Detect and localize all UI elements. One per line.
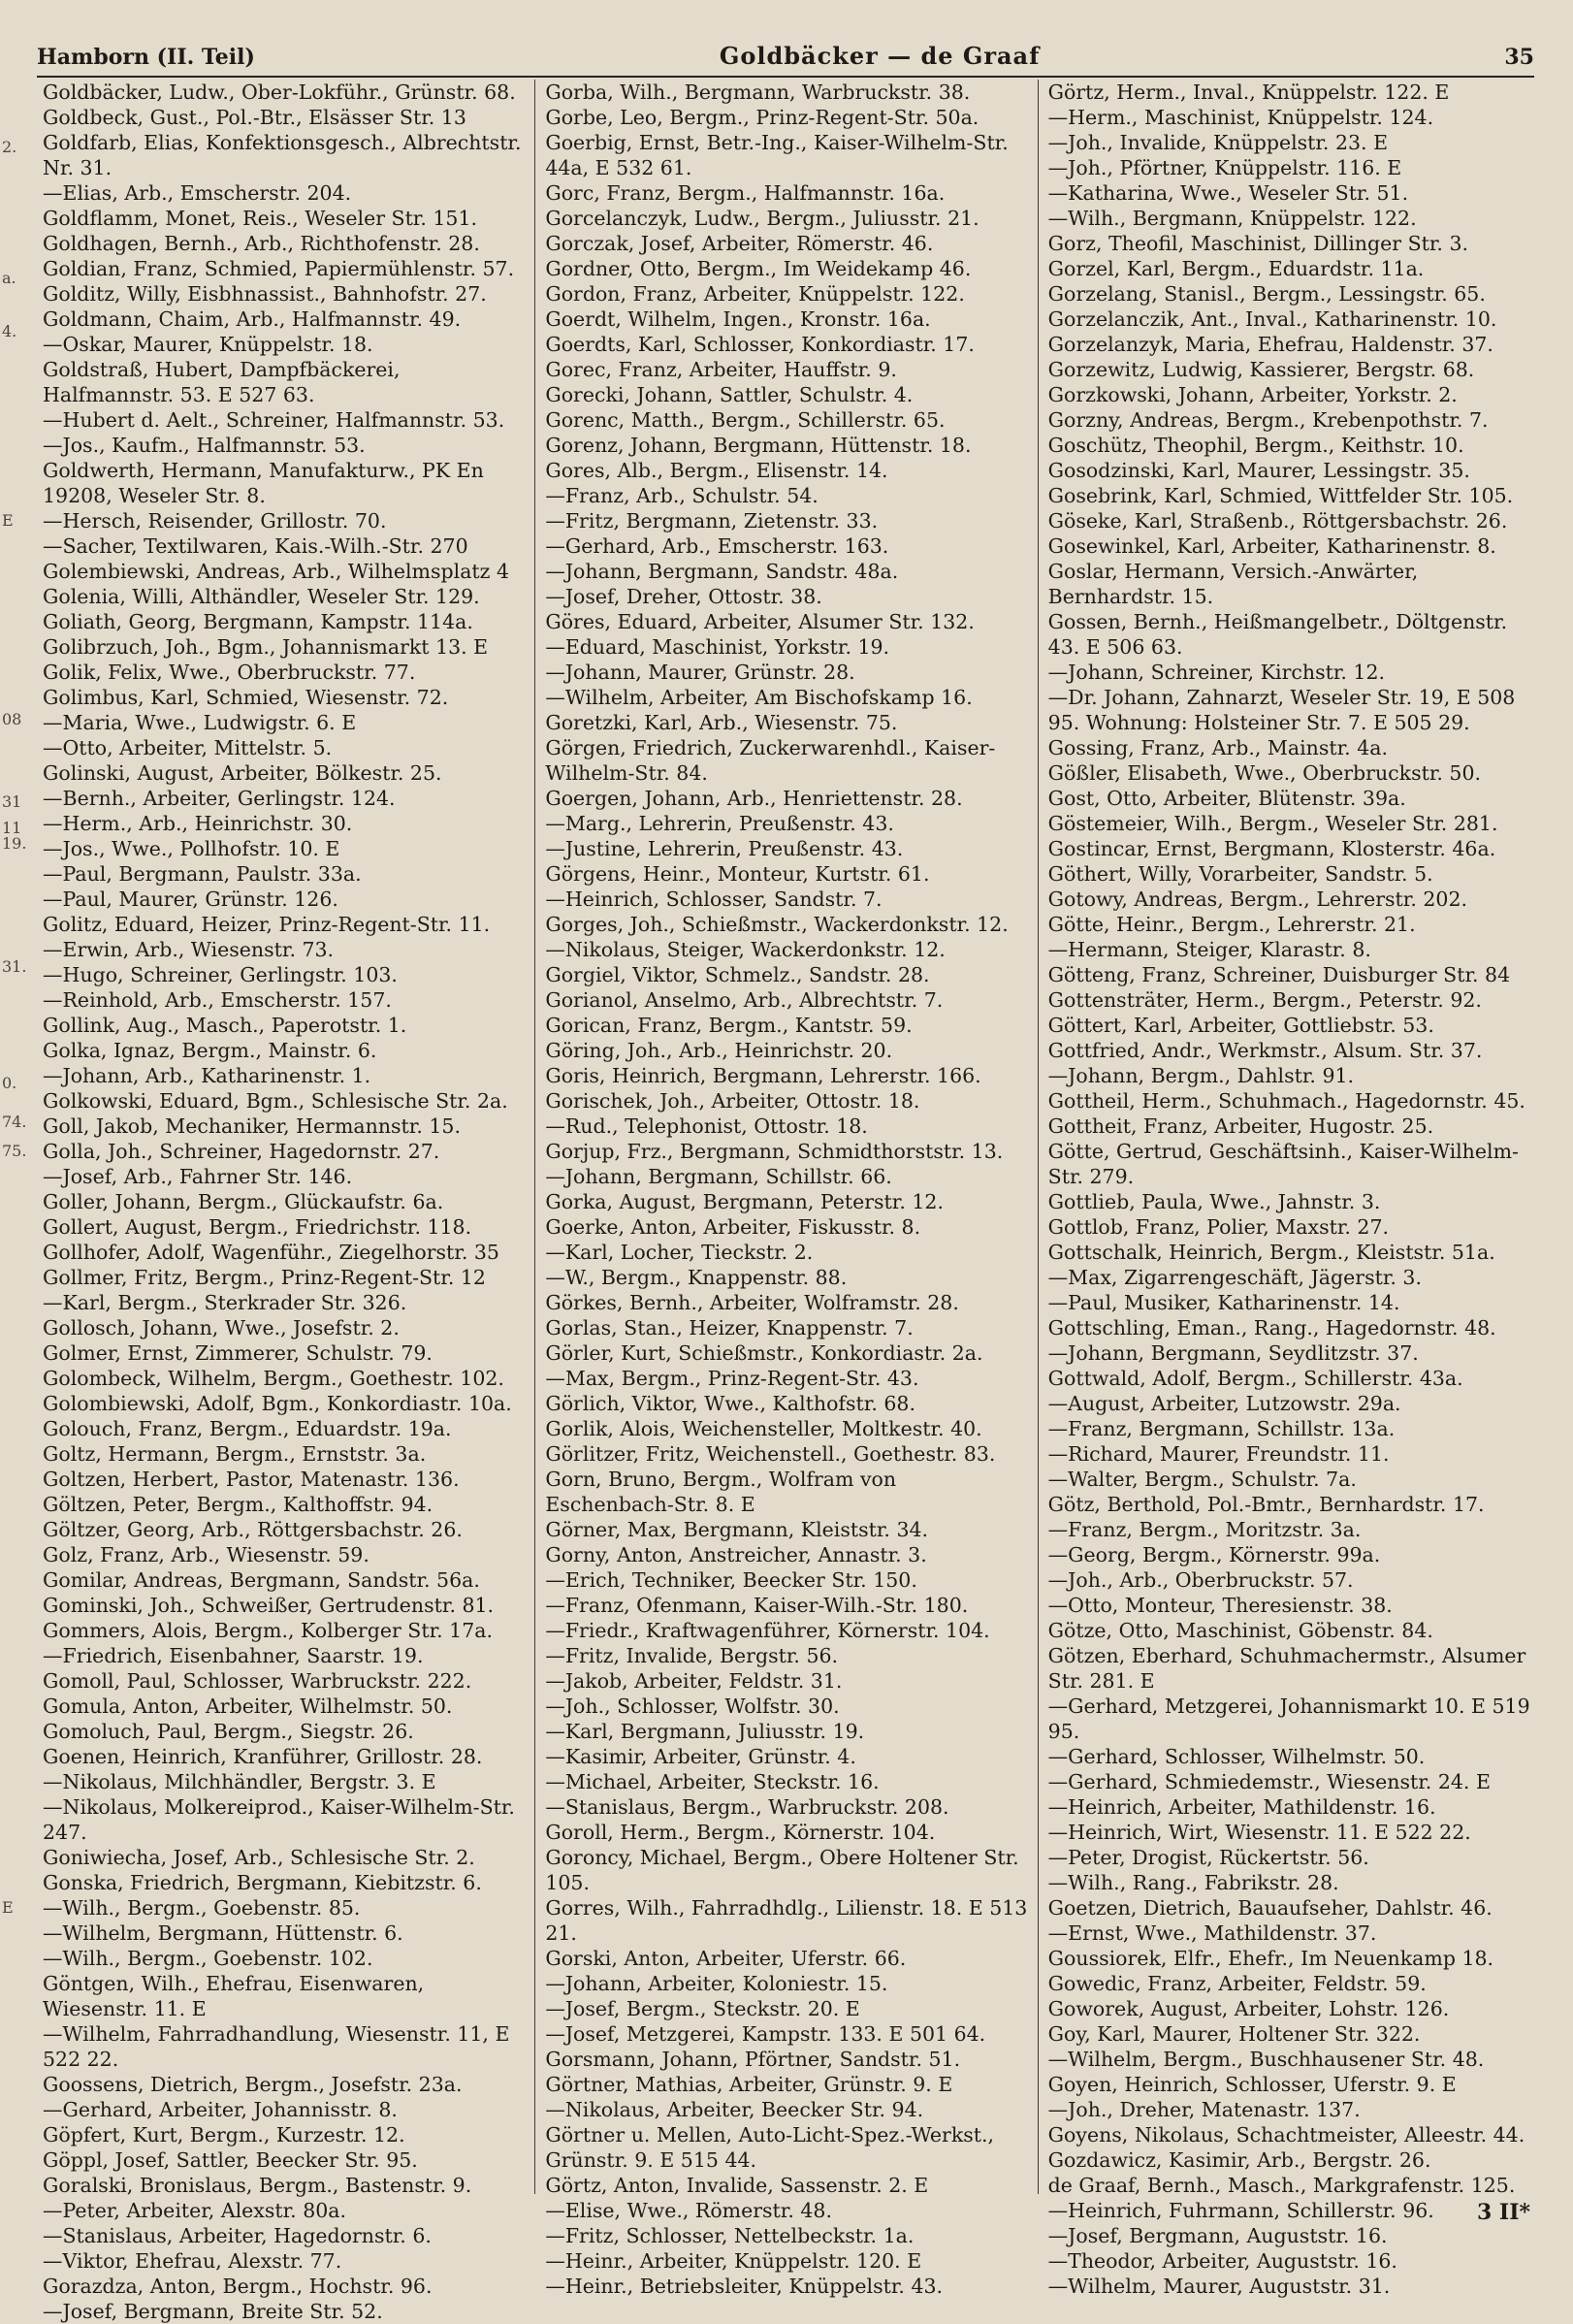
directory-entry: Gosebrink, Karl, Schmied, Wittfelder Str. 105. [1047, 484, 1514, 507]
directory-entry: Goerdts, Karl, Schlosser, Konkordiastr. 17. [545, 333, 975, 356]
directory-entry: —Wilhelm, Fahrradhandlung, Wiesenstr. 11, E 522 22. [43, 2022, 510, 2071]
directory-entry: Gomula, Anton, Arbeiter, Wilhelmstr. 50. [43, 1695, 453, 1718]
directory-entry: Goldstraß, Hubert, Dampfbäckerei, Halfmannstr. 53. E 527 63. [43, 358, 401, 406]
directory-entry: Gollert, August, Bergm., Friedrichstr. 118. [43, 1215, 472, 1239]
directory-entry: —Franz, Bergmann, Schillstr. 13a. [1047, 1417, 1396, 1440]
directory-entry: —Johann, Bergmann, Seydlitzstr. 37. [1047, 1341, 1419, 1365]
directory-entry: —Georg, Bergm., Körnerstr. 99a. [1047, 1543, 1381, 1566]
directory-entry: —Paul, Musiker, Katharinenstr. 14. [1047, 1291, 1400, 1314]
directory-entry: Golenia, Willi, Althändler, Weseler Str. 129. [43, 585, 480, 608]
directory-entry: —Johann, Bergmann, Schillstr. 66. [545, 1165, 892, 1188]
directory-entry: Goerke, Anton, Arbeiter, Fiskusstr. 8. [545, 1215, 921, 1239]
directory-entry: Goralski, Bronislaus, Bergm., Bastenstr. 9. [43, 2174, 472, 2197]
directory-entry: Görkes, Bernh., Arbeiter, Wolframstr. 28. [545, 1291, 959, 1314]
margin-mark: E [2, 1898, 14, 1917]
directory-entry: —Erich, Techniker, Beecker Str. 150. [545, 1568, 917, 1592]
directory-entry: Götzen, Eberhard, Schuhmachermstr., Alsumer Str. 281. E [1047, 1644, 1526, 1693]
directory-entry: Gorny, Anton, Anstreicher, Annastr. 3. [545, 1543, 927, 1566]
page-number: 35 [1504, 45, 1534, 70]
directory-entry: Gottschling, Eman., Rang., Hagedornstr. 48. [1047, 1316, 1496, 1340]
margin-mark: 11 [2, 819, 22, 837]
directory-entry: Görlich, Viktor, Wwe., Kalthofstr. 68. [545, 1392, 915, 1415]
directory-entry: Goldbäcker, Ludw., Ober-Lokführ., Grünstr. 68. [43, 81, 516, 104]
directory-entry: —Josef, Bergm., Steckstr. 20. E [545, 1997, 860, 2020]
directory-entry: Golik, Felix, Wwe., Oberbruckstr. 77. [43, 661, 416, 684]
directory-entry: Göppl, Josef, Sattler, Beecker Str. 95. [43, 2148, 418, 2172]
directory-entry: —Gerhard, Arb., Emscherstr. 163. [545, 534, 889, 558]
directory-entry: —Gerhard, Schlosser, Wilhelmstr. 50. [1047, 1745, 1426, 1768]
directory-entry: —Jakob, Arbeiter, Feldstr. 31. [545, 1669, 843, 1693]
directory-entry: Gorka, August, Bergmann, Peterstr. 12. [545, 1190, 944, 1213]
directory-entry: Gottwald, Adolf, Bergm., Schillerstr. 43a. [1047, 1367, 1463, 1390]
directory-entry: Gorzel, Karl, Bergm., Eduardstr. 11a. [1047, 257, 1425, 280]
directory-entry: Göntgen, Wilh., Ehefrau, Eisenwaren, Wiesenstr. 11. E [43, 1972, 425, 2020]
directory-entry: Gossing, Franz, Arb., Mainstr. 4a. [1047, 736, 1388, 759]
column-2 [534, 80, 1037, 2298]
directory-entry: —Joh., Invalide, Knüppelstr. 23. E [1047, 131, 1389, 154]
directory-entry: Gorbe, Leo, Bergm., Prinz-Regent-Str. 50a. [545, 106, 979, 129]
directory-entry: Göpfert, Kurt, Bergm., Kurzestr. 12. [43, 2123, 405, 2146]
directory-entry: Gorzelang, Stanisl., Bergm., Lessingstr. 65. [1047, 282, 1486, 306]
directory-entry: Gorzkowski, Johann, Arbeiter, Yorkstr. 2. [1047, 383, 1458, 406]
directory-entry: —Michael, Arbeiter, Steckstr. 16. [545, 1770, 880, 1793]
directory-entry: Gominski, Joh., Schweißer, Gertrudenstr. 81. [43, 1594, 495, 1617]
directory-entry: Goldmann, Chaim, Arb., Halfmannstr. 49. [43, 307, 462, 331]
directory-entry: Golimbus, Karl, Schmied, Wiesenstr. 72. [43, 686, 449, 709]
directory-entry: —Otto, Arbeiter, Mittelstr. 5. [43, 736, 333, 759]
directory-entry: Gorc, Franz, Bergm., Halfmannstr. 16a. [545, 181, 946, 205]
directory-entry: —Nikolaus, Molkereiprod., Kaiser-Wilhelm-Str. 247. [43, 1795, 515, 1844]
directory-entry: —Wilhelm, Arbeiter, Am Bischofskamp 16. [545, 686, 973, 709]
directory-entry: —Justine, Lehrerin, Preußenstr. 43. [545, 837, 904, 860]
directory-entry: —W., Bergm., Knappenstr. 88. [545, 1266, 848, 1289]
directory-entry: —Bernh., Arbeiter, Gerlingstr. 124. [43, 787, 396, 810]
directory-entry: Goetzen, Dietrich, Bauaufseher, Dahlstr. 46. [1047, 1896, 1493, 1920]
directory-entry: Gollhofer, Adolf, Wagenführ., Ziegelhorstr. 35 [43, 1241, 499, 1264]
directory-entry: Goldbeck, Gust., Pol.-Btr., Elsässer Str. 13 [43, 106, 466, 129]
directory-entry: Goldfarb, Elias, Konfektionsgesch., Albrechtstr. Nr. 31. [43, 131, 522, 179]
directory-entry: Görner, Max, Bergmann, Kleiststr. 34. [545, 1518, 929, 1541]
margin-mark: 4. [2, 322, 17, 340]
directory-entry: —Stanislaus, Arbeiter, Hagedornstr. 6. [43, 2224, 432, 2247]
margin-mark: 75. [2, 1142, 27, 1160]
directory-entry: —Nikolaus, Arbeiter, Beecker Str. 94. [545, 2098, 924, 2121]
directory-entry: Goniwiecha, Josef, Arb., Schlesische Str. 2. [43, 1846, 475, 1869]
directory-entry: —Joh., Schlosser, Wolfstr. 30. [545, 1695, 840, 1718]
directory-entry: —Heinrich, Arbeiter, Mathildenstr. 16. [1047, 1795, 1436, 1819]
directory-entry: Gößler, Elisabeth, Wwe., Oberbruckstr. 50. [1047, 761, 1482, 785]
directory-entry: —Richard, Maurer, Freundstr. 11. [1047, 1442, 1390, 1466]
directory-entry: Gollmer, Fritz, Bergm., Prinz-Regent-Str. 12 [43, 1266, 486, 1289]
directory-entry: Golembiewski, Andreas, Arb., Wilhelmsplatz 4 [43, 560, 510, 583]
directory-entry: Gostincar, Ernst, Bergmann, Klosterstr. 46a. [1047, 837, 1496, 860]
left-margin-marks [0, 80, 27, 2194]
directory-entry: Goyen, Heinrich, Schlosser, Uferstr. 9. E [1047, 2073, 1457, 2096]
directory-entry: Görtner u. Mellen, Auto-Licht-Spez.-Werkst., Grünstr. 9. E 515 44. [545, 2123, 995, 2172]
directory-entry: de Graaf, Bernh., Masch., Markgrafenstr. 125. [1047, 2174, 1516, 2197]
directory-entry: —Wilhelm, Bergmann, Hüttenstr. 6. [43, 1921, 403, 1945]
directory-entry: Gorlas, Stan., Heizer, Knappenstr. 7. [545, 1316, 914, 1340]
directory-entry: Gorcelanczyk, Ludw., Bergm., Juliusstr. 21. [545, 207, 979, 230]
margin-mark: 31 [2, 792, 22, 811]
directory-entry: Gorges, Joh., Schießmstr., Wackerdonkstr. 12. [545, 913, 1009, 936]
directory-entry: Gorzewitz, Ludwig, Kassierer, Bergstr. 68. [1047, 358, 1475, 381]
directory-entry: Goenen, Heinrich, Kranführer, Grillostr. 28. [43, 1745, 483, 1768]
directory-entry: —Joh., Dreher, Matenastr. 137. [1047, 2098, 1361, 2121]
directory-entry: Göres, Eduard, Arbeiter, Alsumer Str. 132. [545, 610, 975, 633]
directory-entry: Gottheil, Herm., Schuhmach., Hagedornstr. 45. [1047, 1089, 1525, 1113]
directory-entry: Gottschalk, Heinrich, Bergm., Kleiststr. 51a. [1047, 1241, 1495, 1264]
directory-entry: Gottlieb, Paula, Wwe., Jahnstr. 3. [1047, 1190, 1381, 1213]
directory-entry: Goltz, Hermann, Bergm., Ernststr. 3a. [43, 1442, 427, 1466]
directory-entry: Gorenz, Johann, Bergmann, Hüttenstr. 18. [545, 434, 972, 457]
directory-entry: —Dr. Johann, Zahnarzt, Weseler Str. 19, E 508 95. Wohnung: Holsteiner Str. 7. E 505 29. [1047, 686, 1516, 734]
directory-entry: Göstemeier, Wilh., Bergm., Weseler Str. 281. [1047, 812, 1498, 835]
directory-entry: Götte, Gertrud, Geschäftsinh., Kaiser-Wilhelm-Str. 279. [1047, 1140, 1519, 1188]
directory-entry: —August, Arbeiter, Lutzowstr. 29a. [1047, 1392, 1401, 1415]
directory-entry: —Otto, Monteur, Theresienstr. 38. [1047, 1594, 1393, 1617]
directory-entry: —Herm., Arb., Heinrichstr. 30. [43, 812, 353, 835]
directory-entry: Goslar, Hermann, Versich.-Anwärter, Bernhardstr. 15. [1047, 560, 1419, 608]
directory-entry: Gotowy, Andreas, Bergm., Lehrerstr. 202. [1047, 888, 1467, 911]
directory-entry: Göring, Joh., Arb., Heinrichstr. 20. [545, 1039, 893, 1062]
directory-entry: —Wilh., Bergm., Goebenstr. 85. [43, 1896, 361, 1920]
directory-entry: Görgen, Friedrich, Zuckerwarenhdl., Kaiser-Wilhelm-Str. 84. [545, 736, 996, 785]
directory-entry: —Johann, Bergmann, Sandstr. 48a. [545, 560, 899, 583]
directory-entry: —Josef, Arb., Fahrner Str. 146. [43, 1165, 353, 1188]
directory-entry: Gozdawicz, Kasimir, Arb., Bergstr. 26. [1047, 2148, 1431, 2172]
directory-entry: —Friedrich, Eisenbahner, Saarstr. 19. [43, 1644, 424, 1667]
directory-entry: Göseke, Karl, Straßenb., Röttgersbachstr. 26. [1047, 509, 1508, 533]
directory-entry: Goroll, Herm., Bergm., Körnerstr. 104. [545, 1821, 936, 1844]
directory-entry: Gosodzinski, Karl, Maurer, Lessingstr. 35. [1047, 459, 1470, 482]
directory-entry: —Maria, Wwe., Ludwigstr. 6. E [43, 711, 357, 734]
header-left: Hamborn (II. Teil) [37, 45, 255, 70]
directory-entry: —Franz, Arb., Schulstr. 54. [545, 484, 819, 507]
directory-entry: Goldflamm, Monet, Reis., Weseler Str. 151. [43, 207, 478, 230]
directory-entry: Gorn, Bruno, Bergm., Wolfram von Eschenbach-Str. 8. E [545, 1468, 897, 1516]
directory-entry: —Ernst, Wwe., Mathildenstr. 37. [1047, 1921, 1377, 1945]
sheet-signature: 3 II* [1476, 2200, 1530, 2225]
directory-entry: Gorzny, Andreas, Bergm., Krebenpothstr. 7. [1047, 408, 1489, 432]
directory-entry: Gorec, Franz, Arbeiter, Hauffstr. 9. [545, 358, 897, 381]
directory-entry: Gollosch, Johann, Wwe., Josefstr. 2. [43, 1316, 400, 1340]
directory-entry: —Theodor, Arbeiter, Auguststr. 16. [1047, 2249, 1397, 2273]
directory-entry: —Fritz, Bergmann, Zietenstr. 33. [545, 509, 879, 533]
directory-entry: —Joh., Pförtner, Knüppelstr. 116. E [1047, 156, 1402, 179]
directory-entry: Görlitzer, Fritz, Weichenstell., Goethestr. 83. [545, 1442, 996, 1466]
directory-entry: Gottensträter, Herm., Bergm., Peterstr. 92. [1047, 988, 1482, 1012]
directory-entry: Gottheit, Franz, Arbeiter, Hugostr. 25. [1047, 1114, 1434, 1138]
directory-entry: —Wilh., Bergm., Goebenstr. 102. [43, 1947, 373, 1970]
margin-mark: E [2, 511, 14, 530]
directory-entry: —Oskar, Maurer, Knüppelstr. 18. [43, 333, 373, 356]
directory-entry: Gosewinkel, Karl, Arbeiter, Katharinenstr. 8. [1047, 534, 1496, 558]
directory-entry: Gost, Otto, Arbeiter, Blütenstr. 39a. [1047, 787, 1406, 810]
directory-entry: —Fritz, Invalide, Bergstr. 56. [545, 1644, 839, 1667]
directory-entry: —Gerhard, Schmiedemstr., Wiesenstr. 24. E [1047, 1770, 1491, 1793]
directory-entry: Goller, Johann, Bergm., Glückaufstr. 6a. [43, 1190, 444, 1213]
directory-entry: Golibrzuch, Joh., Bgm., Johannismarkt 13. E [43, 635, 489, 659]
directory-entry: Goergen, Johann, Arb., Henriettenstr. 28. [545, 787, 963, 810]
directory-entry: —Friedr., Kraftwagenführer, Körnerstr. 104. [545, 1619, 990, 1642]
directory-entry: Gorzelanzyk, Maria, Ehefrau, Haldenstr. 37. [1047, 333, 1493, 356]
directory-entry: Gordon, Franz, Arbeiter, Knüppelstr. 122. [545, 282, 965, 306]
directory-entry: Golz, Franz, Arb., Wiesenstr. 59. [43, 1543, 369, 1566]
directory-entry: —Peter, Drogist, Rückertstr. 56. [1047, 1846, 1369, 1869]
directory-entry: —Nikolaus, Milchhändler, Bergstr. 3. E [43, 1770, 436, 1793]
directory-entry: —Heinrich, Fuhrmann, Schillerstr. 96. [1047, 2199, 1434, 2222]
directory-entry: Götteng, Franz, Schreiner, Duisburger Str. 84 [1047, 963, 1511, 986]
directory-entry: —Paul, Bergmann, Paulstr. 33a. [43, 862, 362, 886]
column-1 [33, 80, 534, 2323]
directory-entry: Golkowski, Eduard, Bgm., Schlesische Str. 2a. [43, 1089, 508, 1113]
directory-entry: —Josef, Bergmann, Breite Str. 52. [43, 2300, 383, 2323]
directory-entry: Gorazdza, Anton, Bergm., Hochstr. 96. [43, 2275, 433, 2298]
page-header [37, 21, 1534, 78]
directory-entry: —Erwin, Arb., Wiesenstr. 73. [43, 938, 335, 961]
directory-entry: Gottfried, Andr., Werkmstr., Alsum. Str. 37. [1047, 1039, 1483, 1062]
directory-entry: —Gerhard, Metzgerei, Johannismarkt 10. E 519 95. [1047, 1695, 1530, 1743]
directory-entry: Golla, Joh., Schreiner, Hagedornstr. 27. [43, 1140, 440, 1163]
directory-entry: Goltzen, Herbert, Pastor, Matenastr. 136. [43, 1468, 460, 1491]
directory-entry: —Heinr., Betriebsleiter, Knüppelstr. 43. [545, 2275, 944, 2298]
directory-entry: Gorianol, Anselmo, Arb., Albrechtstr. 7. [545, 988, 944, 1012]
directory-entry: Görtz, Herm., Inval., Knüppelstr. 122. E [1047, 81, 1450, 104]
directory-entry: Gomoll, Paul, Schlosser, Warbruckstr. 222. [43, 1669, 472, 1693]
directory-entry: —Nikolaus, Steiger, Wackerdonkstr. 12. [545, 938, 946, 961]
directory-entry: —Sacher, Textilwaren, Kais.-Wilh.-Str. 270 [43, 534, 468, 558]
directory-entry: —Herm., Maschinist, Knüppelstr. 124. [1047, 106, 1434, 129]
directory-entry: —Walter, Bergm., Schulstr. 7a. [1047, 1468, 1357, 1491]
directory-entry: Golombeck, Wilhelm, Bergm., Goethestr. 102. [43, 1367, 504, 1390]
margin-mark: 19. [2, 834, 27, 853]
directory-entry: Gonska, Friedrich, Bergmann, Kiebitzstr. 6. [43, 1871, 482, 1894]
directory-entry: Gorski, Anton, Arbeiter, Uferstr. 66. [545, 1947, 907, 1970]
directory-entry: Golka, Ignaz, Bergm., Mainstr. 6. [43, 1039, 377, 1062]
directory-entry: Gorgiel, Viktor, Schmelz., Sandstr. 28. [545, 963, 930, 986]
directory-entry: Göthert, Willy, Vorarbeiter, Sandstr. 5. [1047, 862, 1433, 886]
margin-mark: 74. [2, 1113, 27, 1131]
directory-entry: Gorzelanczik, Ant., Inval., Katharinenstr. 10. [1047, 307, 1497, 331]
directory-entry: Gorres, Wilh., Fahrradhdlg., Lilienstr. 18. E 513 21. [545, 1896, 1028, 1945]
directory-entry: —Johann, Arb., Katharinenstr. 1. [43, 1064, 371, 1087]
margin-mark: 31. [2, 957, 27, 976]
directory-entry: Goschütz, Theophil, Bergm., Keithstr. 10. [1047, 434, 1464, 457]
margin-mark: 2. [2, 138, 17, 156]
directory-entry: —Wilh., Rang., Fabrikstr. 28. [1047, 1871, 1339, 1894]
directory-entry: —Marg., Lehrerin, Preußenstr. 43. [545, 812, 894, 835]
directory-entry: —Jos., Kaufm., Halfmannstr. 53. [43, 434, 366, 457]
directory-entry: Gorz, Theofil, Maschinist, Dillinger Str. 3. [1047, 232, 1468, 255]
directory-entry: —Johann, Arbeiter, Koloniestr. 15. [545, 1972, 888, 1995]
directory-entry: —Karl, Bergmann, Juliusstr. 19. [545, 1720, 865, 1743]
directory-entry: —Franz, Bergm., Moritzstr. 3a. [1047, 1518, 1362, 1541]
directory-entry: Gomilar, Andreas, Bergmann, Sandstr. 56a. [43, 1568, 480, 1592]
directory-entry: —Wilh., Bergmann, Knüppelstr. 122. [1047, 207, 1417, 230]
directory-entry: —Johann, Bergm., Dahlstr. 91. [1047, 1064, 1355, 1087]
directory-entry: —Hersch, Reisender, Grillostr. 70. [43, 509, 387, 533]
directory-entry: —Peter, Arbeiter, Alexstr. 80a. [43, 2199, 347, 2222]
directory-entry: —Wilhelm, Bergm., Buschhausener Str. 48. [1047, 2048, 1485, 2071]
directory-entry: Golombiewski, Adolf, Bgm., Konkordiastr. 10a. [43, 1392, 512, 1415]
directory-entry: Görtz, Anton, Invalide, Sassenstr. 2. E [545, 2174, 929, 2197]
directory-entry: —Wilhelm, Maurer, Auguststr. 31. [1047, 2275, 1391, 2298]
directory-entry: Gomoluch, Paul, Bergm., Siegstr. 26. [43, 1720, 414, 1743]
directory-entry: Görgens, Heinr., Monteur, Kurtstr. 61. [545, 862, 930, 886]
directory-entry: Goroncy, Michael, Bergm., Obere Holtener Str. 105. [545, 1846, 1019, 1894]
directory-entry: Götz, Berthold, Pol.-Bmtr., Bernhardstr. 17. [1047, 1493, 1485, 1516]
directory-entry: Goldhagen, Bernh., Arb., Richthofenstr. 28. [43, 232, 480, 255]
directory-entry: Golditz, Willy, Eisbhnassist., Bahnhofstr. 27. [43, 282, 487, 306]
directory-entry: —Josef, Metzgerei, Kampstr. 133. E 501 64. [545, 2022, 986, 2046]
directory-entry: Göltzen, Peter, Bergm., Kalthoffstr. 94. [43, 1493, 433, 1516]
directory-entry: —Heinrich, Schlosser, Sandstr. 7. [545, 888, 883, 911]
directory-entry: Goworek, August, Arbeiter, Lohstr. 126. [1047, 1997, 1450, 2020]
directory-entry: —Katharina, Wwe., Weseler Str. 51. [1047, 181, 1409, 205]
directory-entry: Goldwerth, Hermann, Manufakturw., PK En 19208, Weseler Str. 8. [43, 459, 484, 507]
directory-entry: —Eduard, Maschinist, Yorkstr. 19. [545, 635, 890, 659]
directory-entry: Goerdt, Wilhelm, Ingen., Kronstr. 16a. [545, 307, 931, 331]
directory-entry: Gorischek, Joh., Arbeiter, Ottostr. 18. [545, 1089, 920, 1113]
directory-entry: Gorczak, Josef, Arbeiter, Römerstr. 46. [545, 232, 934, 255]
directory-entry: —Max, Bergm., Prinz-Regent-Str. 43. [545, 1367, 919, 1390]
directory-entry: —Elise, Wwe., Römerstr. 48. [545, 2199, 832, 2222]
directory-entry: Goretzki, Karl, Arb., Wiesenstr. 75. [545, 711, 898, 734]
directory-entry: Goll, Jakob, Mechaniker, Hermannstr. 15. [43, 1114, 461, 1138]
directory-entry: Golmer, Ernst, Zimmerer, Schulstr. 79. [43, 1341, 433, 1365]
directory-entry: —Franz, Ofenmann, Kaiser-Wilh.-Str. 180. [545, 1594, 969, 1617]
directory-entry: —Johann, Maurer, Grünstr. 28. [545, 661, 855, 684]
directory-entry: Gorican, Franz, Bergm., Kantstr. 59. [545, 1014, 913, 1037]
directory-entry: —Elias, Arb., Emscherstr. 204. [43, 181, 352, 205]
directory-entry: —Reinhold, Arb., Emscherstr. 157. [43, 988, 392, 1012]
directory-entry: —Johann, Schreiner, Kirchstr. 12. [1047, 661, 1386, 684]
directory-entry: Gowedic, Franz, Arbeiter, Feldstr. 59. [1047, 1972, 1427, 1995]
directory-entry: —Rud., Telephonist, Ottostr. 18. [545, 1114, 868, 1138]
directory-entry: Goris, Heinrich, Bergmann, Lehrerstr. 166. [545, 1064, 981, 1087]
directory-entry: —Hugo, Schreiner, Gerlingstr. 103. [43, 963, 398, 986]
directory-entry: —Karl, Bergm., Sterkrader Str. 326. [43, 1291, 407, 1314]
directory-entry: —Joh., Arb., Oberbruckstr. 57. [1047, 1568, 1354, 1592]
directory-entry: Görtner, Mathias, Arbeiter, Grünstr. 9. E [545, 2073, 953, 2096]
directory-entry: —Josef, Bergmann, Auguststr. 16. [1047, 2224, 1388, 2247]
directory-entry: Golouch, Franz, Bergm., Eduardstr. 19a. [43, 1417, 452, 1440]
directory-entry: Goy, Karl, Maurer, Holtener Str. 322. [1047, 2022, 1421, 2046]
directory-entry: —Heinrich, Wirt, Wiesenstr. 11. E 522 22. [1047, 1821, 1471, 1844]
directory-entry: Gorenc, Matth., Bergm., Schillerstr. 65. [545, 408, 946, 432]
directory-entry: —Gerhard, Arbeiter, Johannisstr. 8. [43, 2098, 398, 2121]
directory-entry: —Max, Zigarrengeschäft, Jägerstr. 3. [1047, 1266, 1422, 1289]
directory-entry: Gommers, Alois, Bergm., Kolberger Str. 17a. [43, 1619, 493, 1642]
directory-entry: Gorsmann, Johann, Pförtner, Sandstr. 51. [545, 2048, 961, 2071]
directory-entry: Goldian, Franz, Schmied, Papiermühlenstr. 57. [43, 257, 515, 280]
directory-entry: —Josef, Dreher, Ottostr. 38. [545, 585, 822, 608]
directory-entry: Görler, Kurt, Schießmstr., Konkordiastr. 2a. [545, 1341, 983, 1365]
directory-entry: —Karl, Locher, Tieckstr. 2. [545, 1241, 814, 1264]
directory-entry: Gossen, Bernh., Heißmangelbetr., Döltgenstr. 43. E 506 63. [1047, 610, 1508, 659]
directory-entry: —Paul, Maurer, Grünstr. 126. [43, 888, 338, 911]
directory-entry: Goliath, Georg, Bergmann, Kampstr. 114a. [43, 610, 473, 633]
directory-entry: Gorecki, Johann, Sattler, Schulstr. 4. [545, 383, 914, 406]
directory-entry: —Fritz, Schlosser, Nettelbeckstr. 1a. [545, 2224, 915, 2247]
directory-entry: —Viktor, Ehefrau, Alexstr. 77. [43, 2249, 342, 2273]
header-center: Goldbäcker — de Graaf [719, 42, 1041, 70]
directory-entry: —Jos., Wwe., Pollhofstr. 10. E [43, 837, 340, 860]
directory-entry: Göttert, Karl, Arbeiter, Gottliebstr. 53. [1047, 1014, 1434, 1037]
directory-entry: Göltzer, Georg, Arb., Röttgersbachstr. 26. [43, 1518, 463, 1541]
margin-mark: a. [2, 269, 16, 287]
directory-entry: Goussiorek, Elfr., Ehefr., Im Neuenkamp 18. [1047, 1947, 1494, 1970]
directory-entry: Goossens, Dietrich, Bergm., Josefstr. 23a. [43, 2073, 463, 2096]
directory-entry: —Stanislaus, Bergm., Warbruckstr. 208. [545, 1795, 949, 1819]
directory-entry: Gores, Alb., Bergm., Elisenstr. 14. [545, 459, 888, 482]
directory-entry: Götze, Otto, Maschinist, Göbenstr. 84. [1047, 1619, 1433, 1642]
directory-entry: Golinski, August, Arbeiter, Bölkestr. 25. [43, 761, 442, 785]
directory-entry: Gorlik, Alois, Weichensteller, Moltkestr. 40. [545, 1417, 982, 1440]
directory-entry: Gordner, Otto, Bergm., Im Weidekamp 46. [545, 257, 972, 280]
directory-entry: —Kasimir, Arbeiter, Grünstr. 4. [545, 1745, 856, 1768]
directory-entry: Golitz, Eduard, Heizer, Prinz-Regent-Str. 11. [43, 913, 491, 936]
directory-entry: —Hermann, Steiger, Klarastr. 8. [1047, 938, 1371, 961]
directory-entry: Götte, Heinr., Bergm., Lehrerstr. 21. [1047, 913, 1416, 936]
directory-entry: Goerbig, Ernst, Betr.-Ing., Kaiser-Wilhelm-Str. 44a, E 532 61. [545, 131, 1009, 179]
directory-entry: Goyens, Nikolaus, Schachtmeister, Alleestr. 44. [1047, 2123, 1525, 2146]
directory-entry: —Hubert d. Aelt., Schreiner, Halfmannstr. 53. [43, 408, 505, 432]
directory-entry: Gollink, Aug., Masch., Paperotstr. 1. [43, 1014, 407, 1037]
directory-entry: Gottlob, Franz, Polier, Maxstr. 27. [1047, 1215, 1390, 1239]
directory-entry: —Heinr., Arbeiter, Knüppelstr. 120. E [545, 2249, 922, 2273]
directory-entry: Gorba, Wilh., Bergmann, Warbruckstr. 38. [545, 81, 971, 104]
margin-mark: 08 [2, 710, 22, 728]
directory-entry: Gorjup, Frz., Bergmann, Schmidthorststr. 13. [545, 1140, 1004, 1163]
margin-mark: 0. [2, 1074, 17, 1092]
